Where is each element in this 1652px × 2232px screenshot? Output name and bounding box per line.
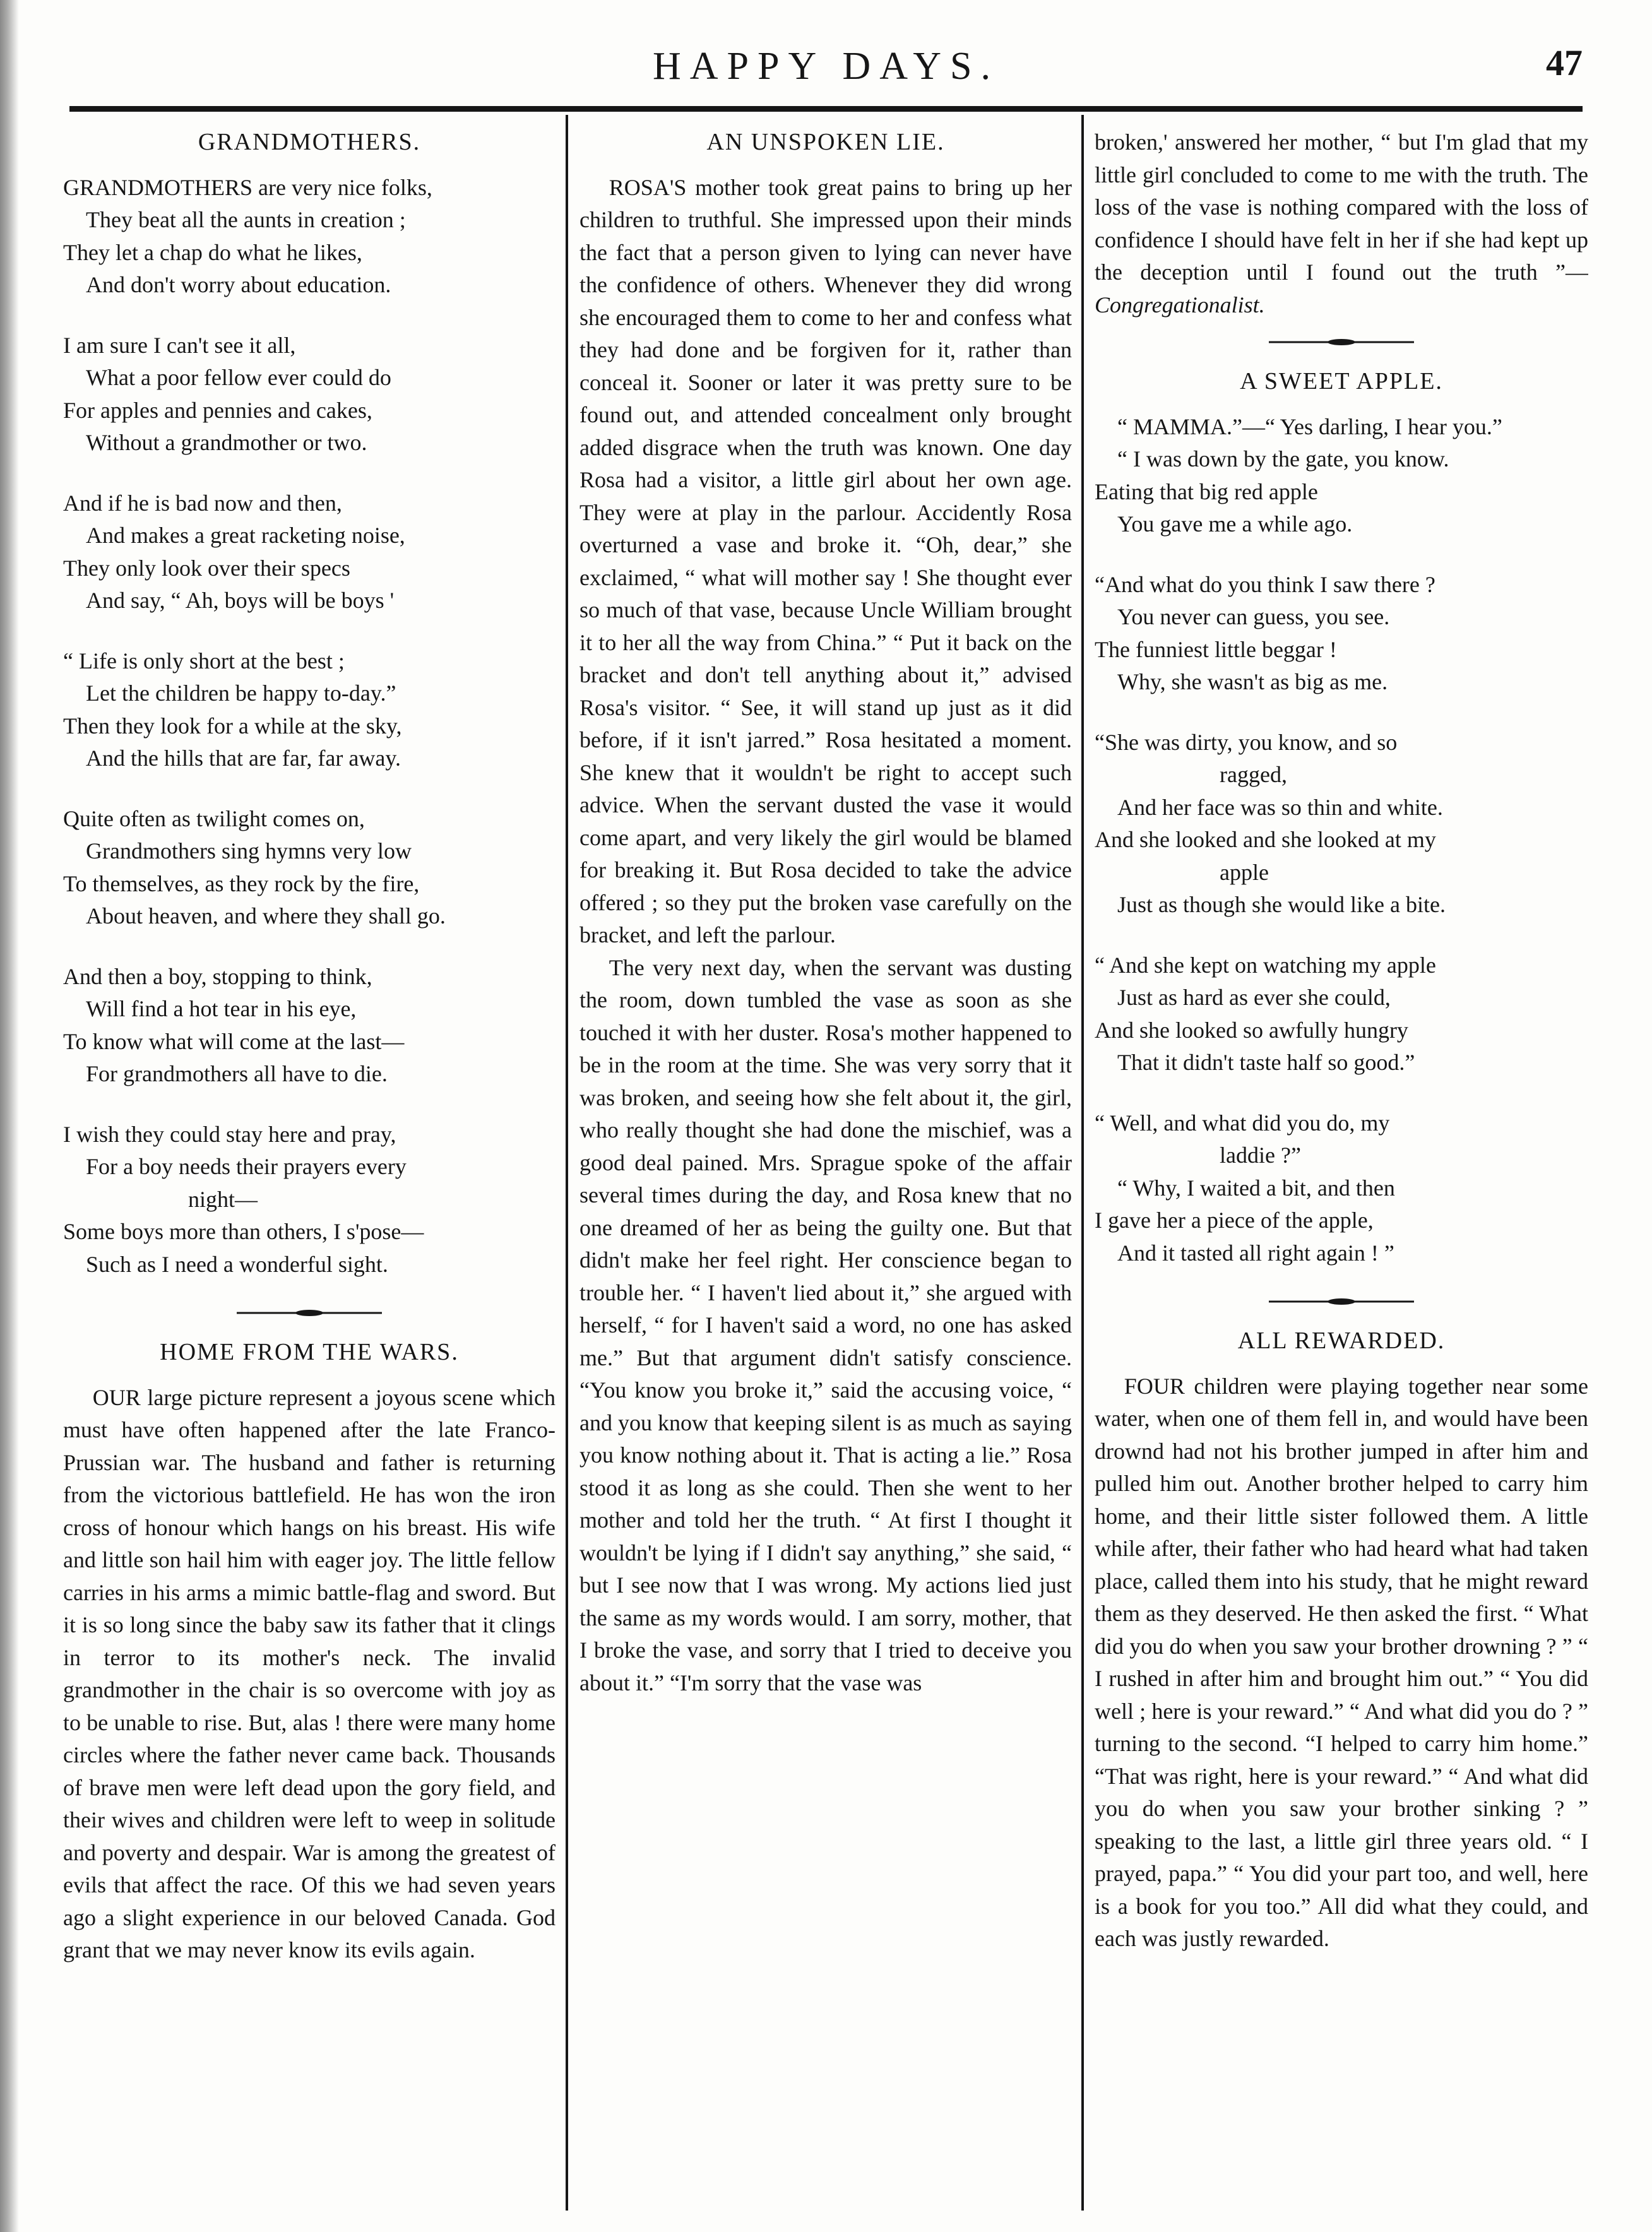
poem-line: About heaven, and where they shall go. — [86, 903, 446, 929]
sweet-apple-title: A SWEET APPLE. — [1240, 368, 1443, 395]
poem-line: For a boy needs their prayers every — [86, 1154, 407, 1179]
poem-stanza — [1095, 411, 1588, 541]
poem-line: They beat all the aunts in creation ; — [86, 207, 406, 232]
all-rewarded-article — [1095, 1370, 1588, 1956]
poem-line: GRANDMOTHERS are very nice folks, — [63, 174, 432, 200]
poem-line: For apples and pennies and cakes, — [63, 397, 372, 423]
article-source: Congregationalist. — [1095, 292, 1265, 318]
poem-line: I am sure I can't see it all, — [63, 332, 296, 358]
poem-stanza — [63, 803, 556, 933]
poem-line: The funniest little beggar ! — [1095, 636, 1337, 662]
poem-line: Some boys more than others, I s'pose— — [63, 1219, 424, 1244]
poem-line: And don't worry about education. — [86, 272, 391, 297]
poem-line: “She was dirty, you know, and so — [1095, 729, 1398, 755]
unspoken-lie-paragraph: ROSA'S mother took great pains to bring up her children to truthful. She impressed upon their minds the fact that a person given to lying can never have the confidence of others. Whenever they did wrong she encouraged them to come to her and confess what they had done and be forgiven for it, rather than conceal it. Sooner or later it was pretty sure to be found out, and attended concealment only brought added disgrace when the truth was known. One day Rosa had a visitor, a little girl about her own age. They were at play in the parlour. Accidently Rosa overturned a vase and broke it. “Oh, dear,” she exclaimed, “ what will mother say ! She thought ever so much of that vase, because Uncle William brought it to her all the way from China.” “ Put it back on the bracket and don't tell anything about it,” advised Rosa's visitor. “ See, it will stand up just as it did before, if it isn't jarred.” Rosa hesitated a moment. She knew that it wouldn't be right to accept such advice. When the servant dusted the vase it would come apart, and very likely the girl would be blamed for breaking it. But Rosa decided to take the advice offered ; so they put the broken vase carefully on the bracket, and left the parlour. — [579, 174, 1072, 947]
poem-line: And it tasted all right again ! ” — [1117, 1240, 1394, 1266]
column-rule — [566, 115, 568, 2211]
column-left — [63, 126, 556, 2190]
poem-line: You never can guess, you see. — [1117, 604, 1390, 629]
sweet-apple-poem — [1095, 411, 1588, 1270]
poem-line: And say, “ Ah, boys will be boys ' — [86, 588, 395, 613]
poem-stanza — [63, 172, 556, 302]
poem-line: “ MAMMA.”—“ Yes darling, I hear you.” — [1117, 413, 1502, 439]
poem-line: Just as hard as ever she could, — [1117, 985, 1391, 1010]
poem-line: You gave me a while ago. — [1117, 511, 1353, 537]
poem-line: “ Well, and what did you do, my — [1095, 1110, 1390, 1136]
unspoken-lie-article — [579, 172, 1072, 1700]
page-number: 47 — [1546, 42, 1583, 83]
poem-line: Eating that big red apple — [1095, 478, 1318, 504]
poem-stanza — [1095, 949, 1588, 1079]
poem-line: Just as though she would like a bite. — [1117, 892, 1446, 917]
column-right — [1095, 126, 1588, 2190]
poem-line: To know what will come at the last— — [63, 1028, 405, 1054]
poem-line: Grandmothers sing hymns very low — [86, 838, 412, 864]
running-title: HAPPY DAYS. — [652, 45, 1000, 88]
poem-line: And then a boy, stopping to think, — [63, 963, 372, 989]
unspoken-lie-continuation — [1095, 126, 1588, 321]
poem-stanza — [1095, 727, 1588, 922]
poem-line: And the hills that are far, far away. — [86, 745, 401, 771]
poem-line: And she looked and she looked at my — [1095, 827, 1436, 852]
column-middle — [579, 126, 1072, 2190]
poem-line: To themselves, as they rock by the fire, — [63, 870, 420, 896]
poem-line: Without a grandmother or two. — [86, 430, 367, 455]
poem-line: I wish they could stay here and pray, — [63, 1121, 396, 1147]
section-divider — [237, 1309, 382, 1317]
page-binding-edge — [0, 0, 19, 2232]
home-from-wars-title: HOME FROM THE WARS. — [160, 1339, 459, 1365]
poem-line: laddie ?” — [1220, 1143, 1301, 1168]
poem-line: apple — [1220, 859, 1269, 885]
poem-line: Why, she wasn't as big as me. — [1117, 669, 1388, 694]
header-rule — [69, 106, 1583, 112]
poem-line: And her face was so thin and white. — [1117, 794, 1443, 820]
poem-stanza — [1095, 1107, 1588, 1270]
poem-line: “ I was down by the gate, you know. — [1117, 446, 1449, 472]
column-rule — [1081, 115, 1084, 2211]
poem-line: “And what do you think I saw there ? — [1095, 571, 1435, 597]
poem-stanza — [63, 1119, 556, 1281]
poem-line: “ Why, I waited a bit, and then — [1117, 1175, 1395, 1201]
all-rewarded-text: FOUR children were playing together near some water, when one of them fell in, and would have been drownd had not his brother jumped in after him and pulled him out. Another brother helped to carry him home, and their little sister followed them. A little while after, their father who had heard what had taken place, called them into his study, that he might reward them as they deserved. He then asked the first. “ What did you do when you saw your brother drowning ? ” “ I rushed in after him and brought him out.” “ You did well ; here is your reward.” “ And what did you do ? ” turning to the second. “I helped to carry him home.” “That was right, here is your reward.” “ And what did you do when you saw your brother sinking ? ” speaking to the last, a little girl three years old. “ I prayed, papa.” “ You did your part too, and well, here is a book for you too.” All did what they could, and each was justly rewarded. — [1095, 1373, 1588, 1951]
poem-line: Then they look for a while at the sky, — [63, 713, 402, 739]
poem-stanza — [63, 487, 556, 617]
poem-line: night— — [188, 1186, 258, 1212]
section-divider — [1269, 1297, 1414, 1306]
grandmothers-poem — [63, 172, 556, 1281]
poem-stanza — [63, 645, 556, 775]
poem-line: Quite often as twilight comes on, — [63, 805, 365, 831]
poem-stanza — [63, 961, 556, 1091]
poem-line: They let a chap do what he likes, — [63, 239, 362, 265]
section-divider — [1269, 338, 1414, 347]
poem-line: “ Life is only short at the best ; — [63, 648, 345, 674]
poem-line: Will find a hot tear in his eye, — [86, 996, 357, 1021]
home-from-wars-article — [63, 1382, 556, 1967]
poem-line: And makes a great racketing noise, — [86, 523, 405, 548]
poem-line: Such as I need a wonderful sight. — [86, 1251, 388, 1277]
unspoken-lie-title: AN UNSPOKEN LIE. — [706, 129, 945, 155]
masthead — [0, 25, 1652, 101]
poem-line: ragged, — [1220, 762, 1287, 787]
home-from-wars-text: OUR large picture represent a joyous scene which must have often happened after the late Franco-Prussian war. The husband and father is returning from the victorious battlefield. He has won the iron cross of honour which hangs on his breast. His wife and little son hail him with eager joy. The little fellow carries in his arms a mimic battle-flag and sword. But it is so long since the baby saw its father that it clings in terror to its mother's neck. The invalid grandmother in the chair is so overcome with joy as to be unable to rise. But, alas ! there were many home circles where the father never came back. Thousands of brave men were left dead upon the gory field, and their wives and children were left to weep in solitude and poverty and despair. War is among the greatest of evils that affect the race. Of this we had seven years ago a slight experience in our beloved Canada. God grant that we may never know its evils again. — [63, 1384, 556, 1962]
poem-line: Let the children be happy to-day.” — [86, 680, 396, 706]
poem-line: What a poor fellow ever could do — [86, 365, 391, 390]
unspoken-lie-continued-text: broken,' answered her mother, “ but I'm glad that my little girl concluded to come to me with the truth. The loss of the vase is nothing compared with the loss of confidence I should have felt in her if she had kept up the deception until I found out the truth ”— — [1095, 129, 1588, 285]
grandmothers-title: GRANDMOTHERS. — [198, 129, 421, 155]
poem-stanza — [1095, 569, 1588, 699]
poem-line: That it didn't taste half so good.” — [1117, 1050, 1415, 1075]
poem-line: They only look over their specs — [63, 555, 350, 581]
poem-line: And if he is bad now and then, — [63, 490, 342, 516]
poem-stanza — [63, 329, 556, 460]
poem-line: For grandmothers all have to die. — [86, 1061, 388, 1086]
poem-line: “ And she kept on watching my apple — [1095, 952, 1436, 978]
all-rewarded-title: ALL REWARDED. — [1237, 1327, 1446, 1354]
unspoken-lie-paragraph: The very next day, when the servant was dusting the room, down tumbled the vase as soon as she touched it with her duster. Rosa's mother happened to be in the room at the time. She was very sorry that it was broken, and seeing how she felt about it, the girl, who really thought she had done the mischief, was a good deal pained. Mrs. Sprague spoke of the affair several times during the day, and Rosa knew that no one dreamed of her as being the guilty one. But that didn't make her feel right. Her conscience began to trouble her. “ I haven't lied about it,” she argued with herself, “ for I haven't said a word, no one has asked me.” But that argument didn't satisfy conscience. “You know you broke it,” said the accusing voice, “ and you know that keeping silent is as much as saying you know nothing about it. That is acting a lie.” Rosa stood it as long as she could. Then she went to her mother and told her the truth. “ At first I thought it wouldn't be lying if I didn't say anything,” she said, “ but I see now that I was wrong. My actions lied just the same as my words would. I am sorry, mother, that I broke the vase, and sorry that I tried to deceive you about it.” “I'm sorry that the vase was — [579, 954, 1072, 1695]
poem-line: I gave her a piece of the apple, — [1095, 1208, 1374, 1233]
poem-line: And she looked so awfully hungry — [1095, 1017, 1408, 1043]
